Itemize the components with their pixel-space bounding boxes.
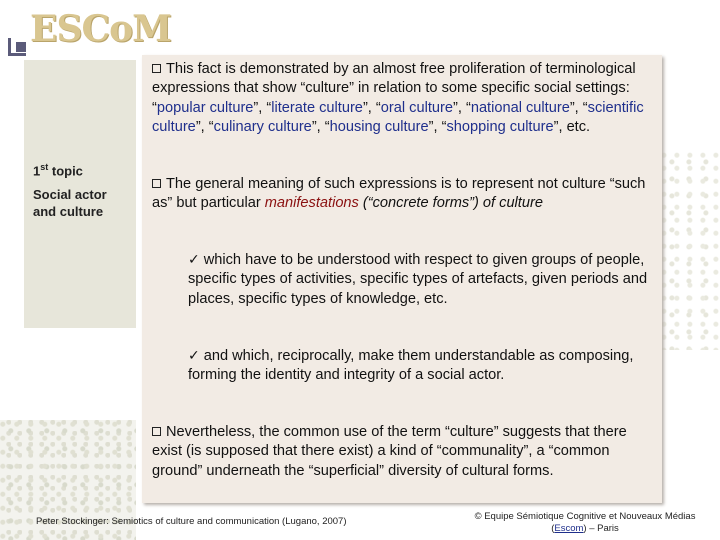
paragraph-nevertheless: [152, 423, 657, 481]
logo-square-icon: [16, 42, 26, 52]
p1-text-d: ”, “: [452, 99, 471, 116]
p4-text: and which, reciprocally, make them understandable as composing, forming the identity and integrity of a social actor.: [188, 348, 634, 384]
p2-text-a: The general meaning of such expressions is to represent not culture “such as” but particular: [152, 176, 646, 212]
topic-suffix: st: [40, 162, 49, 172]
paragraph-reciprocally: [188, 347, 658, 386]
p1-term-3: oral culture: [380, 99, 453, 116]
p1-term-6: culinary culture: [213, 118, 312, 135]
p2-italic: (“concrete forms”) of culture: [358, 195, 543, 212]
p1-term-2: literate culture: [271, 99, 363, 116]
p3-text: which have to be understood with respect to given groups of people, specific types of activities, specific types of artefacts, given periods and places, specific types of knowledge, etc.: [188, 252, 648, 307]
logo-text: ESCoM: [30, 8, 171, 50]
footer-paren-close: ) – Paris: [583, 523, 619, 534]
content-box: [142, 55, 662, 503]
paragraph-understood: [188, 251, 658, 309]
escom-link[interactable]: Escom: [554, 523, 584, 534]
sidebar: [0, 0, 136, 540]
p5-text: Nevertheless, the common use of the term “culture” suggests that there exist (is supposed that there exist) a kind of “communality”, a “common ground” underneath the “superficial” diversity of cultural forms.: [152, 424, 627, 479]
footer-citation: Peter Stockinger: Semiotics of culture and communication (Lugano, 2007): [36, 516, 347, 527]
checkmark-icon: ✓: [188, 252, 200, 268]
topic-label: [33, 162, 83, 178]
footer-paren-open: (: [551, 523, 555, 534]
square-bullet-icon: [152, 179, 161, 188]
checkmark-icon: ✓: [188, 348, 200, 364]
p1-text-c: ”, “: [362, 99, 381, 116]
square-bullet-icon: [152, 64, 161, 73]
p1-text-i: ”, etc.: [553, 118, 591, 135]
p1-text-e: ”, “: [569, 99, 588, 116]
p1-text-h: ”, “: [428, 118, 447, 135]
topic-number: 1: [33, 163, 41, 179]
paragraph-proliferation: [152, 60, 657, 137]
paragraph-general-meaning: [152, 175, 657, 214]
subtopic-label: Social actor and culture: [33, 187, 107, 219]
background-texture: [660, 150, 720, 350]
footer-copyright: [450, 511, 720, 535]
p1-term-4: national culture: [470, 99, 570, 116]
topic-word: topic: [48, 163, 83, 179]
p1-term-8: shopping culture: [446, 118, 554, 135]
p2-highlight: manifestations: [264, 195, 359, 212]
p1-text-f: ”, “: [195, 118, 214, 135]
p1-text-b: ”, “: [253, 99, 272, 116]
escom-logo: [6, 6, 171, 60]
p1-term-7: housing culture: [329, 118, 429, 135]
footer-copyright-line: © Equipe Sémiotique Cognitive et Nouveaux Médias: [474, 511, 696, 522]
p1-text-g: ”, “: [311, 118, 330, 135]
p1-term-1: popular culture: [156, 99, 254, 116]
p1-text-a: This fact is demonstrated by an almost free proliferation of terminological expressions that show “culture” in relation to some specific social settings: “: [152, 61, 636, 116]
square-bullet-icon: [152, 427, 161, 436]
p1-term-5: scientific culture: [152, 99, 644, 135]
footer-copyright-line2: [450, 523, 720, 535]
